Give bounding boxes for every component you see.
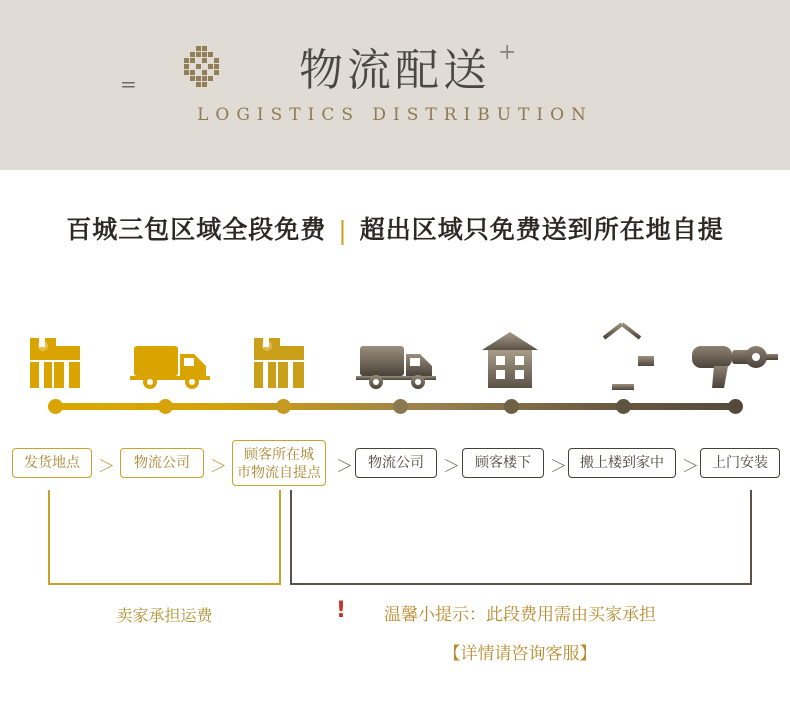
drill-icon xyxy=(684,310,790,400)
banner-title: 物流配送 xyxy=(299,45,491,96)
step-box-7[interactable] xyxy=(700,448,780,478)
headline xyxy=(0,210,790,246)
note-buyer-line1: 温馨小提示：此段费用需由买家承担 xyxy=(384,605,656,625)
icon-row xyxy=(0,310,790,410)
step-2-line1: 物流公司 xyxy=(134,455,190,471)
plus-mark: + xyxy=(498,40,517,65)
step-box-4[interactable] xyxy=(355,448,437,478)
equals-mark: = xyxy=(120,72,137,96)
step-5-line1: 顾客楼下 xyxy=(475,455,531,471)
timeline-dot-5 xyxy=(504,399,519,414)
step-6-line1: 搬上楼到家中 xyxy=(580,455,664,471)
arrow-1: ＞ xyxy=(98,457,115,477)
truck-gold-icon xyxy=(124,310,234,400)
note-buyer-pays xyxy=(290,600,750,664)
building-icon xyxy=(462,310,572,400)
step-1-line1: 发货地点 xyxy=(24,455,80,471)
step-box-6[interactable] xyxy=(568,448,676,478)
arrow-3: ＞ xyxy=(336,457,353,477)
truck-dark-icon xyxy=(350,310,460,400)
boxes-gold-icon xyxy=(12,310,122,400)
arrow-5: ＞ xyxy=(550,457,567,477)
crane-icon xyxy=(574,310,684,400)
arrow-4: ＞ xyxy=(443,457,460,477)
arrow-6: ＞ xyxy=(682,457,699,477)
bracket-seller-cost xyxy=(48,490,281,585)
boxes-amber-icon xyxy=(236,310,346,400)
warning-icon: ! xyxy=(336,598,347,623)
banner-content xyxy=(0,0,790,170)
timeline-dot-4 xyxy=(393,399,408,414)
note-buyer-line2: 【详情请咨询客服】 xyxy=(443,644,597,664)
timeline-dot-6 xyxy=(616,399,631,414)
header-banner xyxy=(0,0,790,170)
timeline-dot-7 xyxy=(728,399,743,414)
headline-left: 百城三包区域全段免费 xyxy=(66,215,327,244)
step-3-line2: 市物流自提点 xyxy=(237,464,321,481)
headline-right: 超出区域只免费送到所在地自提 xyxy=(359,215,724,244)
headline-divider: | xyxy=(338,216,348,245)
step-box-2[interactable] xyxy=(120,448,204,478)
bracket-buyer-cost xyxy=(290,490,752,585)
step-box-5[interactable] xyxy=(462,448,544,478)
step-3-line1: 顾客所在城 xyxy=(244,447,314,463)
step-box-1[interactable] xyxy=(12,448,92,478)
timeline-dot-1 xyxy=(48,399,63,414)
timeline-dot-3 xyxy=(276,399,291,414)
note-seller-pays: 卖家承担运费 xyxy=(116,606,213,625)
arrow-2: ＞ xyxy=(210,457,227,477)
step-7-line1: 上门安装 xyxy=(712,455,768,471)
step-4-line1: 物流公司 xyxy=(368,455,424,471)
step-box-3[interactable] xyxy=(232,440,326,486)
timeline-dot-2 xyxy=(158,399,173,414)
banner-subtitle: LOGISTICS DISTRIBUTION xyxy=(197,105,593,125)
